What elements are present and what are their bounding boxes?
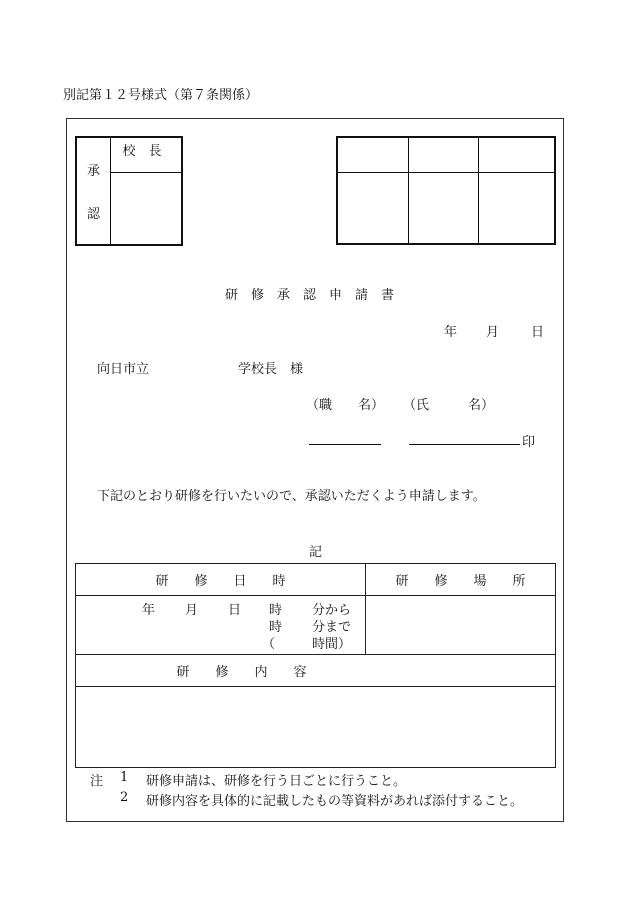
note-2-num: 2 [120,790,129,805]
name-underline [409,444,520,445]
dt-paren: （ [262,637,276,652]
name-label: （氏 名） [403,398,495,413]
position-label: （職 名） [306,398,385,413]
note-2-text: 研修内容を具体的に記載したもの等資料があれば添付すること。 [146,794,524,809]
dt-year: 年 [142,603,156,618]
principal-label: 校 長 [122,143,162,159]
addressee-city: 向日市立 [97,362,150,377]
dt-until: 分まで [312,620,352,635]
datetime-value-cell [76,596,366,655]
dt-month: 月 [185,603,199,618]
stamp-boxes [336,136,556,245]
ki-label: 記 [309,545,323,560]
approval-char-1: 承 [86,164,100,179]
dt-hours-total: 時間） [312,637,352,652]
approval-box [75,136,183,246]
place-value-cell [366,596,556,655]
stamp-cell-3 [479,173,556,245]
date-month: 月 [486,325,500,340]
dt-from: 分から [312,603,352,618]
stamp-header-3 [479,137,556,173]
note-1-text: 研修申請は、研修を行う日ごとに行うこと。 [146,774,407,789]
request-text: 下記のとおり研修を行いたいので、承認いただくよう申請します。 [97,489,486,504]
training-table [75,563,556,768]
stamp-cell-2 [409,173,479,245]
notes-label: 注 [90,774,104,789]
seal-mark: 印 [522,435,536,450]
dt-hour-until: 時 [269,620,283,635]
principal-label-cell [111,137,183,173]
approval-side-cell [76,137,111,245]
place-header-cell [366,564,556,596]
position-underline [309,444,381,445]
note-1-num: 1 [120,770,129,785]
content-value-cell [76,687,556,768]
content-header: 研 修 内 容 [176,665,307,680]
datetime-header-cell [76,564,366,596]
form-label: 別記第１２号様式（第７条関係） [63,88,259,103]
place-header: 研 修 場 所 [395,574,526,589]
principal-seal-cell [111,173,183,245]
stamp-cell-1 [337,173,409,245]
stamp-header-1 [337,137,409,173]
date-day: 日 [531,325,545,340]
addressee-principal: 学校長 様 [238,362,304,377]
date-year: 年 [444,325,458,340]
dt-hour-from: 時 [269,603,283,618]
dt-day: 日 [228,603,242,618]
document-title: 研 修 承 認 申 請 書 [225,288,395,303]
content-header-cell [76,655,556,687]
datetime-header: 研 修 日 時 [155,574,286,589]
approval-char-2: 認 [86,207,100,222]
stamp-header-2 [409,137,479,173]
